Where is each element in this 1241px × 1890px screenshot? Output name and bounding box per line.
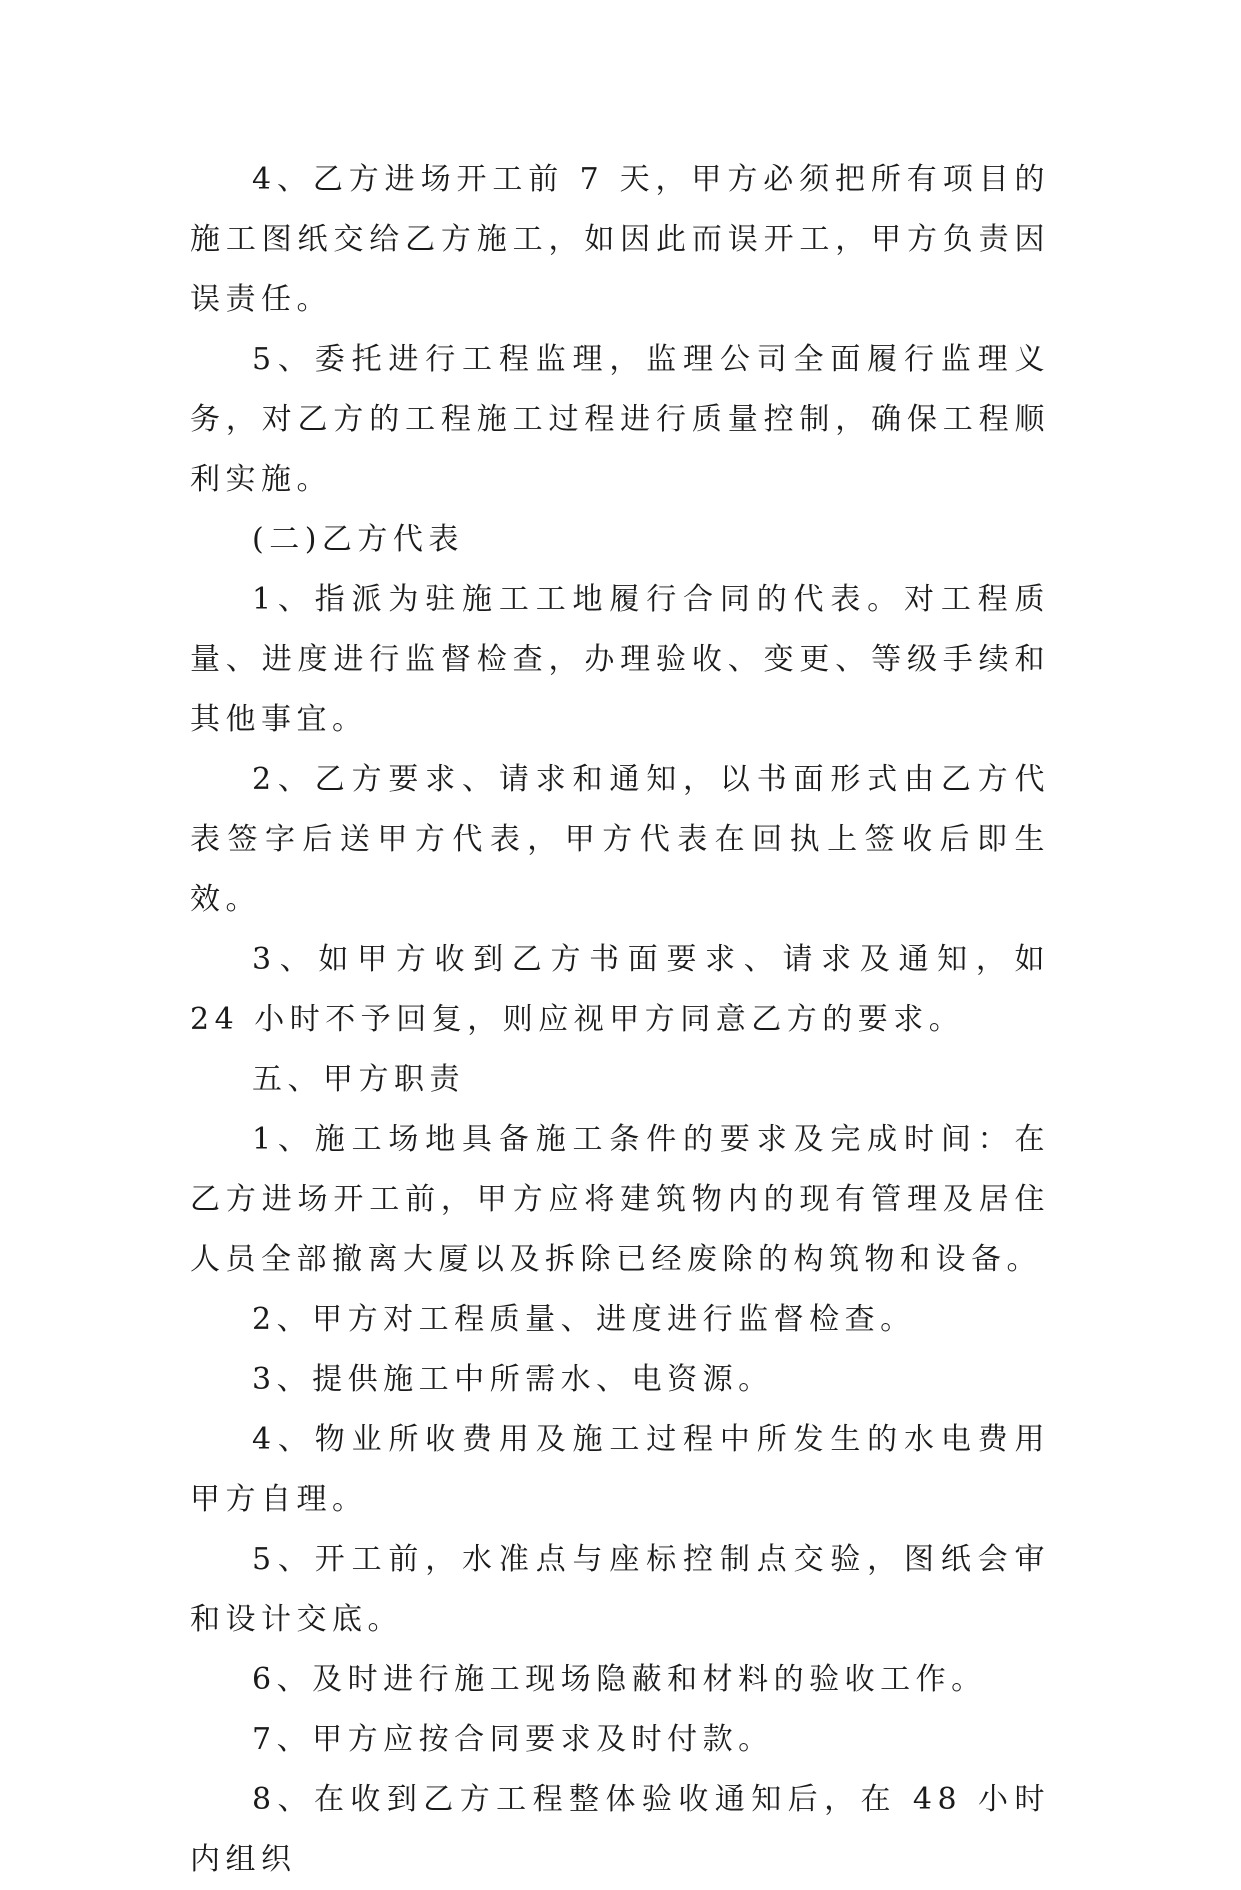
paragraph-duty-item-1: 1、施工场地具备施工条件的要求及完成时间：在乙方进场开工前，甲方应将建筑物内的现有管理及居住人员全部撤离大厦以及拆除已经废除的构筑物和设备。: [190, 1122, 1050, 1277]
paragraph-duty-item-7: 7、甲方应按合同要求及时付款。: [252, 1722, 774, 1757]
paragraph-duty-item-3: 3、提供施工中所需水、电资源。: [252, 1362, 774, 1397]
paragraph-duty-item-6: 6、及时进行施工现场隐蔽和材料的验收工作。: [252, 1662, 987, 1697]
paragraph-duty-item-8: 8、在收到乙方工程整体验收通知后，在 48 小时内组织: [190, 1782, 1050, 1877]
paragraph-rep-item-1: 1、指派为驻施工工地履行合同的代表。对工程质量、进度进行监督检查，办理验收、变更、等级手续和其他事宜。: [190, 582, 1050, 737]
section-heading-party-a-duties: 五、甲方职责: [252, 1062, 465, 1097]
paragraph-item-5-supervision: 5、委托进行工程监理，监理公司全面履行监理义务，对乙方的工程施工过程进行质量控制，确保工程顺利实施。: [190, 342, 1050, 497]
section-heading-party-b-representative: (二)乙方代表: [252, 522, 464, 557]
paragraph-rep-item-3: 3、如甲方收到乙方书面要求、请求及通知，如 24 小时不予回复，则应视甲方同意乙方的要求。: [190, 942, 1050, 1037]
paragraph-duty-item-5: 5、开工前，水准点与座标控制点交验，图纸会审和设计交底。: [190, 1542, 1050, 1637]
paragraph-duty-item-4: 4、物业所收费用及施工过程中所发生的水电费用甲方自理。: [190, 1422, 1050, 1517]
paragraph-item-4-drawings: 4、乙方进场开工前 7 天，甲方必须把所有项目的施工图纸交给乙方施工，如因此而误开工，甲方负责因误责任。: [190, 162, 1050, 317]
paragraph-duty-item-2: 2、甲方对工程质量、进度进行监督检查。: [252, 1302, 916, 1337]
document-page: [190, 150, 1050, 1890]
paragraph-rep-item-2: 2、乙方要求、请求和通知，以书面形式由乙方代表签字后送甲方代表，甲方代表在回执上签收后即生效。: [190, 762, 1050, 917]
